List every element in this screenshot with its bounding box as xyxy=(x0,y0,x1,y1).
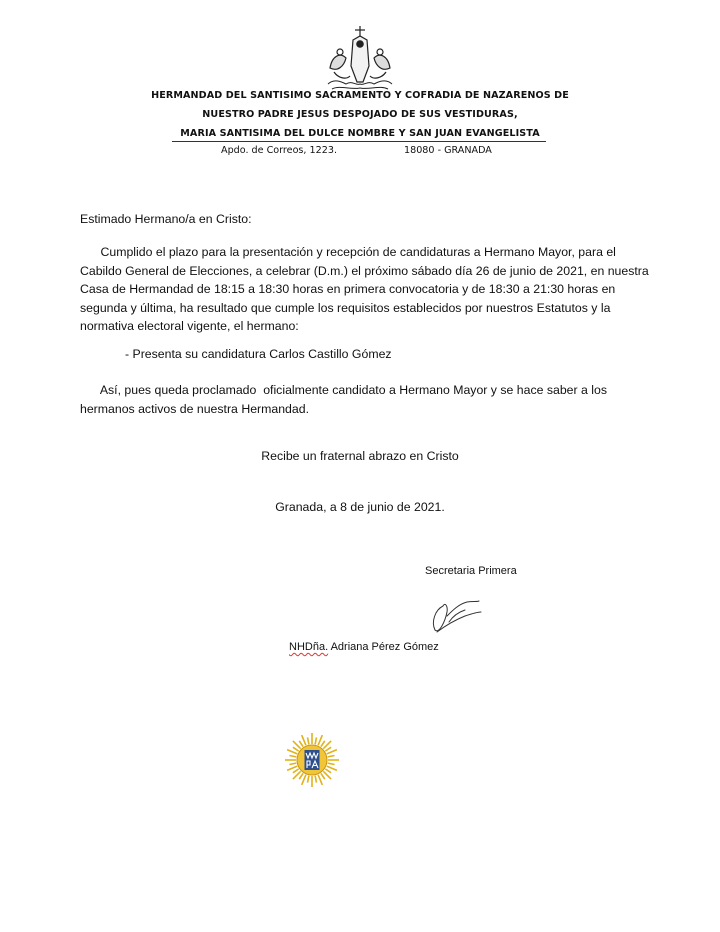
paragraph-1-line: Cumplido el plazo para la presentación y recepción de candidaturas a Hermano Mayor, para el xyxy=(80,245,616,259)
seal-ray xyxy=(289,763,296,764)
seal-ray xyxy=(325,747,331,751)
seal-ray xyxy=(315,776,316,783)
seal-ray xyxy=(315,737,316,744)
sunburst-monogram-seal-icon xyxy=(284,732,340,788)
signer-name: Adriana Pérez Gómez xyxy=(328,641,439,653)
paragraph-1 xyxy=(80,243,649,336)
handwritten-signature-icon xyxy=(425,592,485,636)
paragraph-1-line: Cabildo General de Elecciones, a celebrar (D.m.) el próximo sábado día 26 de junio de 2021, en nuestra xyxy=(80,263,649,278)
seal-ray xyxy=(328,763,335,764)
seal-ray xyxy=(293,747,299,751)
header-line-3: MARIA SANTISIMA DEL DULCE NOMBRE Y SAN JUAN EVANGELISTA xyxy=(180,128,540,139)
seal-ray xyxy=(318,735,322,745)
header-line-2: NUESTRO PADRE JESUS DESPOJADO DE SUS VESTIDURAS, xyxy=(202,109,518,120)
greeting: Estimado Hermano/a en Cristo: xyxy=(80,212,252,226)
paragraph-1-line: normativa electoral vigente, el hermano: xyxy=(80,319,299,333)
seal-ray xyxy=(318,775,322,785)
postal-city: 18080 - GRANADA xyxy=(404,145,492,156)
seal-ray xyxy=(299,741,303,747)
closing-salutation: Recibe un fraternal abrazo en Cristo xyxy=(261,449,459,463)
paragraph-1-line: segunda y última, ha resultado que cumple los requisitos establecidos por nuestros Estatutos y la xyxy=(80,300,611,315)
seal-ray xyxy=(321,741,325,747)
seal-ray xyxy=(299,773,303,779)
seal-ray xyxy=(327,750,337,754)
seal-ray xyxy=(325,769,331,773)
seal-ray xyxy=(321,773,325,779)
seal-ray xyxy=(293,769,299,773)
confraternity-emblem-icon xyxy=(322,22,398,94)
seal-ray xyxy=(287,750,297,754)
paragraph-2-line: hermanos activos de nuestra Hermandad. xyxy=(80,401,309,416)
seal-ray xyxy=(308,737,309,744)
paragraph-2 xyxy=(80,381,620,418)
seal-ray xyxy=(287,766,297,770)
seal-ray xyxy=(302,775,306,785)
signer-role: Secretaria Primera xyxy=(425,565,517,577)
paragraph-1-line: Casa de Hermandad de 18:15 a 18:30 horas en primera convocatoria y de 18:30 a 21:30 horas en xyxy=(80,282,616,296)
seal-ray xyxy=(308,776,309,783)
seal-ray xyxy=(302,735,306,745)
seal-ray xyxy=(328,756,335,757)
paragraph-2-line: Así, pues queda proclamado oficialmente candidato a Hermano Mayor y se hace saber a los xyxy=(80,383,608,397)
seal-ray xyxy=(289,756,296,757)
signer-name-line xyxy=(289,638,439,657)
place-date: Granada, a 8 de junio de 2021. xyxy=(275,500,445,514)
postal-address: Apdo. de Correos, 1223. xyxy=(221,145,337,156)
seal-ray xyxy=(327,766,337,770)
header-line-1: HERMANDAD DEL SANTISIMO SACRAMENTO Y COFRADIA DE NAZARENOS DE xyxy=(151,90,569,101)
signer-title-abbr: NHDña. xyxy=(289,641,329,653)
header-divider xyxy=(172,141,546,142)
candidate-line: - Presenta su candidatura Carlos Castillo Gómez xyxy=(125,347,392,361)
